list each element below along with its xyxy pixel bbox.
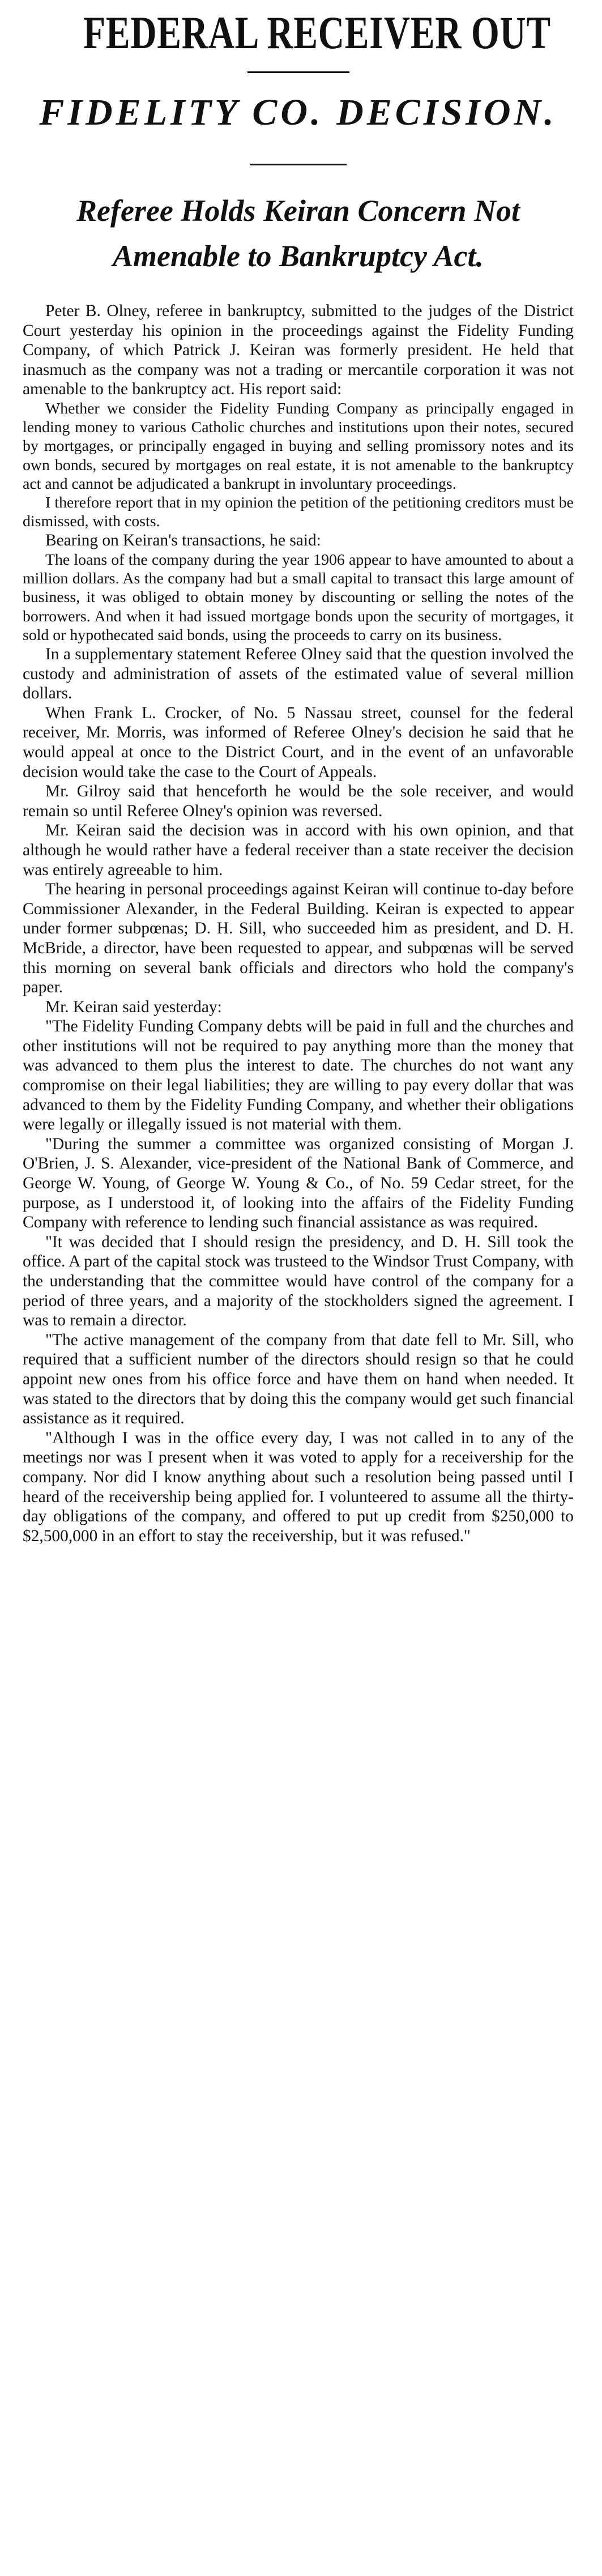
- headline: FEDERAL RECEIVER OUT: [83, 7, 551, 58]
- report-quote: Whether we consider the Fidelity Funding Company as principally engaged in lending money to various Catholic churches and institutions upon their notes, secured by mortgages, or principally engaged in buying and selling promissory notes and its own bonds, secured by mortgages on real estate, it is not amenable to the bankruptcy act and cannot be adjudicated a bankrupt in involuntary proceedings.: [23, 399, 574, 493]
- divider-rule: [250, 164, 347, 165]
- article-paragraph: Mr. Keiran said the decision was in accord with his own opinion, and that although he would rather have a federal receiver than a state receiver the decision was entirely agreeable to him.: [23, 821, 574, 879]
- article-paragraph: Peter B. Olney, referee in bankruptcy, submitted to the judges of the District Court yesterday his opinion in the proceedings against the Fidelity Funding Company, of which Patrick J. Keiran was formerly president. He held that inasmuch as the company was not a trading or mercantile corporation it was not amenable to the bankruptcy act. His report said:: [23, 302, 574, 399]
- article-paragraph: When Frank L. Crocker, of No. 5 Nassau street, counsel for the federal receiver, Mr. Morris, was informed of Referee Olney's decision he said that he would appeal at once to the District Court, and in the event of an unfavorable decision would take the case to the Court of Appeals.: [23, 703, 574, 781]
- article-paragraph: Mr. Keiran said yesterday:: [45, 997, 222, 1016]
- deck-headline: Referee Holds Keiran Concern Not Amenable to Bankruptcy Act.: [76, 194, 520, 273]
- article-paragraph: "Although I was in the office every day, I was not called in to any of the meetings nor was I present when it was voted to apply for a receivership for the company. Nor did I know anything about such a resolution being passed until I heard of the receivership being applied for. I volunteered to assume all the thirty-day obligations of the company, and offered to put up credit from $250,000 to $2,500,000 in an effort to stay the receivership, but it was refused.": [23, 1428, 574, 1545]
- article-body: [23, 301, 574, 1546]
- article-paragraph: "It was decided that I should resign the presidency, and D. H. Sill took the office. A part of the capital stock was trusteed to the Windsor Trust Company, with the understanding that the committee would have control of the company for a period of three years, and a majority of the stockholders signed the agreement. I was to remain a director.: [23, 1232, 574, 1330]
- report-quote: I therefore report that in my opinion the petition of the petitioning creditors must be dismissed, with costs.: [23, 493, 574, 531]
- divider-rule: [247, 71, 349, 73]
- article-paragraph: "During the summer a committee was organized consisting of Morgan J. O'Brien, J. S. Alexander, vice-president of the National Bank of Commerce, and George W. Young, of George W. Young & Co., of No. 59 Cedar street, for the purpose, as I understood it, of looking into the affairs of the Fidelity Funding Company with reference to lending such financial assistance as was required.: [23, 1135, 574, 1232]
- article-paragraph: "The active management of the company from that date fell to Mr. Sill, who required that a sufficient number of the directors should resign so that he could appoint new ones from his office force and have them on hand when needed. It was stated to the directors that by doing this the company would get such financial assistance as it required.: [23, 1330, 574, 1428]
- article-paragraph: "The Fidelity Funding Company debts will be paid in full and the churches and other institutions will not be required to pay anything more than the money that was advanced to them plus the interest to date. The churches do not want any compromise on their legal liabilities; they are willing to pay every dollar that was advanced to them by the Fidelity Funding Company, and whether their obligations were legally or illegally issued is not material with them.: [23, 1017, 574, 1134]
- article-paragraph: Bearing on Keiran's transactions, he said:: [45, 531, 321, 550]
- article-paragraph: The hearing in personal proceedings against Keiran will continue to-day before Commissioner Alexander, in the Federal Building. Keiran is expected to appear under former subpœnas; D. H. Sill, who succeeded him as president, and D. H. McBride, a director, have been requested to appear, and subpœnas will be served this morning on several bank officials and directors who hold the company's paper.: [23, 880, 574, 997]
- article-paragraph: Mr. Gilroy said that henceforth he would be the sole receiver, and would remain so until Referee Olney's opinion was reversed.: [23, 782, 574, 820]
- article-paragraph: In a supplementary statement Referee Olney said that the question involved the custody and administration of assets of the estimated value of several million dollars.: [23, 645, 574, 703]
- report-quote: The loans of the company during the year 1906 appear to have amounted to about a million dollars. As the company had but a small capital to transact this large amount of business, it was obliged to obtain money by discounting or selling the notes of the borrowers. And when it had issued mortgage bonds upon the security of mortgages, it sold or hypothecated said bonds, using the proceeds to carry on its business.: [23, 551, 574, 644]
- subheadline: FIDELITY CO. DECISION.: [39, 92, 557, 133]
